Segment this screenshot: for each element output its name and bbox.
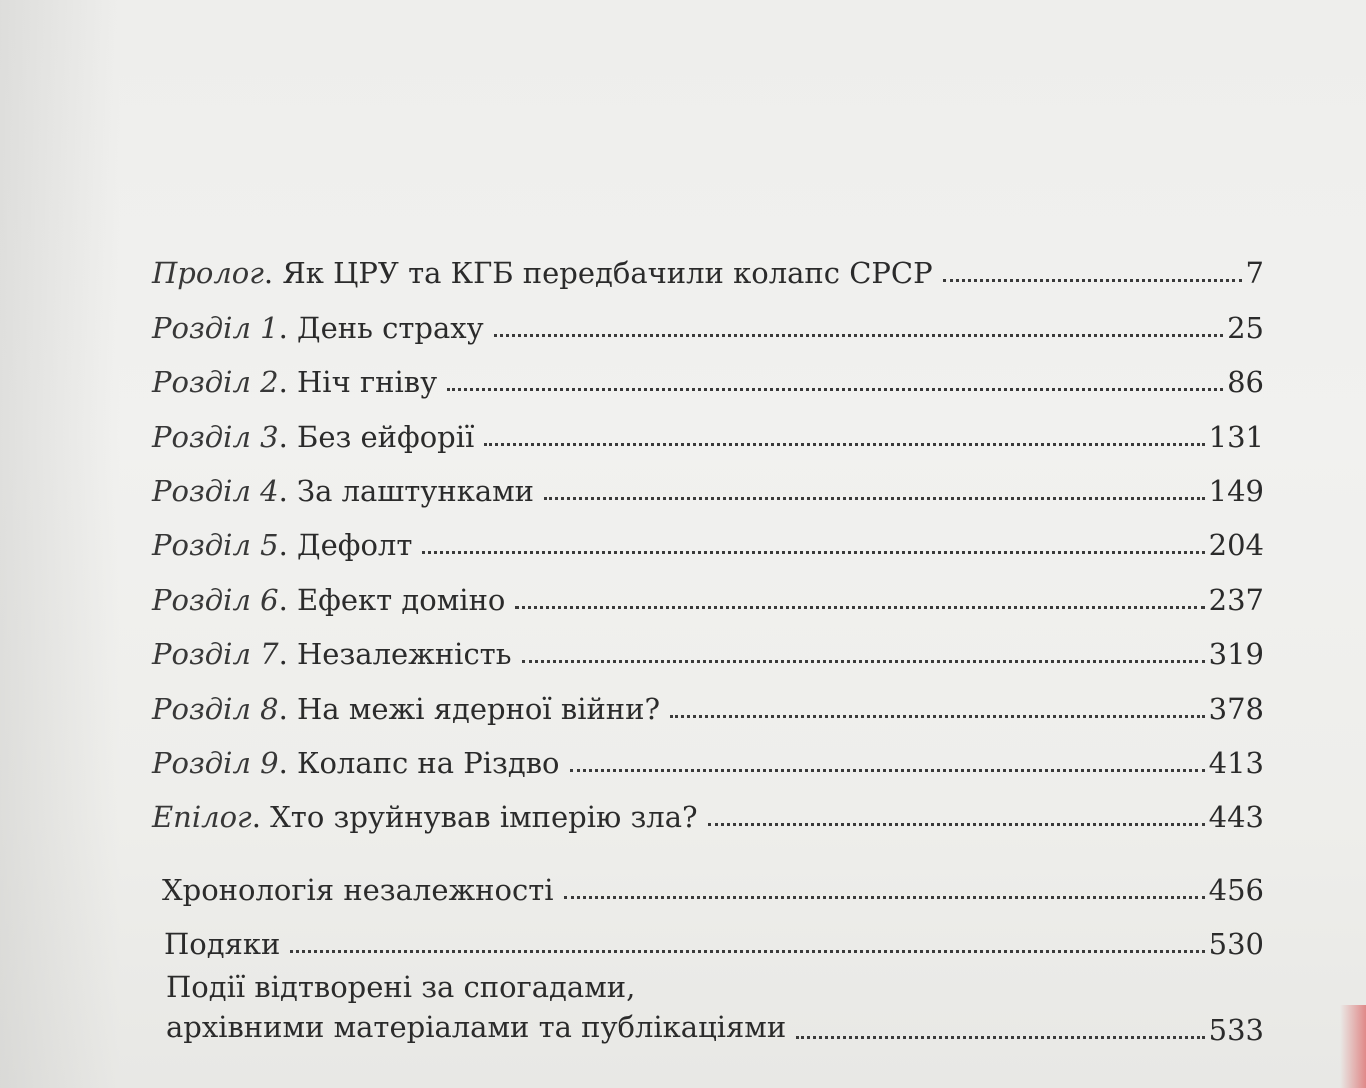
- toc-entry-chronology: [152, 852, 1264, 906]
- toc-entry-chapter-5: Розділ 5. Дефолт 204: [152, 528, 1264, 563]
- dot-leader: [570, 769, 1205, 772]
- dot-leader: [522, 660, 1205, 663]
- entry-prefix: Розділ 1: [152, 310, 279, 345]
- entry-prefix: Розділ 7: [152, 637, 279, 672]
- dot-leader: [544, 497, 1205, 500]
- page-number: 86: [1227, 365, 1264, 400]
- entry-title: За лаштунками: [297, 473, 534, 508]
- entry-title: Ніч гніву: [297, 365, 438, 400]
- entry-title: Колапс на Різдво: [297, 745, 560, 780]
- toc-entry-chapter-9: Розділ 9. Колапс на Різдво 413: [152, 745, 1264, 780]
- page-number: 443: [1208, 800, 1264, 835]
- page-number: 149: [1208, 473, 1264, 508]
- entry-prefix: Розділ 3: [152, 419, 279, 454]
- entry-prefix: Пролог: [152, 256, 264, 291]
- toc-entry-chapter-1: Розділ 1. День страху 25: [152, 310, 1264, 345]
- entry-title: Як ЦРУ та КГБ передбачили колапс СРСР: [282, 256, 933, 291]
- table-of-contents: [152, 236, 1264, 1047]
- toc-entry-chapter-8: Розділ 8. На межі ядерної війни? 378: [152, 691, 1264, 726]
- dot-leader: [708, 823, 1205, 826]
- page-number: 319: [1208, 637, 1264, 672]
- toc-entry-epilogue: Епілог. Хто зруйнував імперію зла? 443: [152, 800, 1264, 835]
- toc-entry-chapter-7: Розділ 7. Незалежність 319: [152, 637, 1264, 672]
- entry-title: Хронологія незалежності: [162, 872, 554, 907]
- page-number: 456: [1208, 872, 1264, 907]
- dot-leader: [290, 950, 1204, 953]
- dot-leader: [422, 551, 1204, 554]
- dot-leader: [564, 896, 1205, 899]
- page-number: 131: [1208, 419, 1264, 454]
- toc-entry-chapter-2: Розділ 2. Ніч гніву 86: [152, 365, 1264, 400]
- entry-title: Хто зруйнував імперію зла?: [270, 800, 698, 835]
- toc-entry-prologue: Пролог. Як ЦРУ та КГБ передбачили колапс СРСР 7: [152, 256, 1264, 291]
- entry-prefix: Розділ 8: [152, 691, 279, 726]
- dot-leader: [670, 715, 1205, 718]
- dot-leader: [796, 1036, 1204, 1039]
- dot-leader: [447, 388, 1223, 391]
- page-number: 413: [1208, 745, 1264, 780]
- page-number: 378: [1208, 691, 1264, 726]
- toc-entry-chapter-3: Розділ 3. Без ейфорії 131: [152, 419, 1264, 454]
- entry-title: Незалежність: [297, 637, 512, 672]
- entry-title-line-2: архівними матеріалами та публікаціями: [166, 1010, 787, 1045]
- entry-title: День страху: [297, 310, 484, 345]
- entry-prefix: Розділ 6: [152, 582, 279, 617]
- entry-prefix: Розділ 9: [152, 745, 279, 780]
- toc-entry-acknowledgements: [152, 907, 1264, 961]
- dot-leader: [943, 279, 1242, 282]
- entry-title: Без ейфорії: [297, 419, 475, 454]
- page-number: 204: [1208, 528, 1264, 563]
- cover-edge: [1340, 1005, 1366, 1088]
- entry-prefix: Епілог: [152, 800, 252, 835]
- page-number: 530: [1208, 927, 1264, 962]
- dot-leader: [484, 443, 1204, 446]
- section-gap: [152, 834, 1264, 852]
- entry-prefix: Розділ 2: [152, 365, 279, 400]
- page-shadow: [0, 0, 120, 1088]
- toc-entry-chapter-4: Розділ 4. За лаштунками 149: [152, 473, 1264, 508]
- dot-leader: [494, 334, 1223, 337]
- page-number: 237: [1208, 582, 1264, 617]
- toc-entry-sources: [152, 967, 1264, 1047]
- entry-prefix: Розділ 4: [152, 473, 279, 508]
- entry-prefix: Розділ 5: [152, 528, 279, 563]
- page-number: 533: [1208, 1013, 1264, 1048]
- page-number: 7: [1245, 256, 1264, 291]
- entry-title-line-1: Події відтворені за спогадами,: [166, 970, 636, 1005]
- entry-title: Дефолт: [297, 528, 413, 563]
- entry-title: На межі ядерної війни?: [297, 691, 660, 726]
- page-number: 25: [1227, 310, 1264, 345]
- dot-leader: [515, 606, 1204, 609]
- entry-title: Подяки: [164, 927, 281, 962]
- toc-entry-chapter-6: Розділ 6. Ефект доміно 237: [152, 582, 1264, 617]
- entry-title: Ефект доміно: [297, 582, 506, 617]
